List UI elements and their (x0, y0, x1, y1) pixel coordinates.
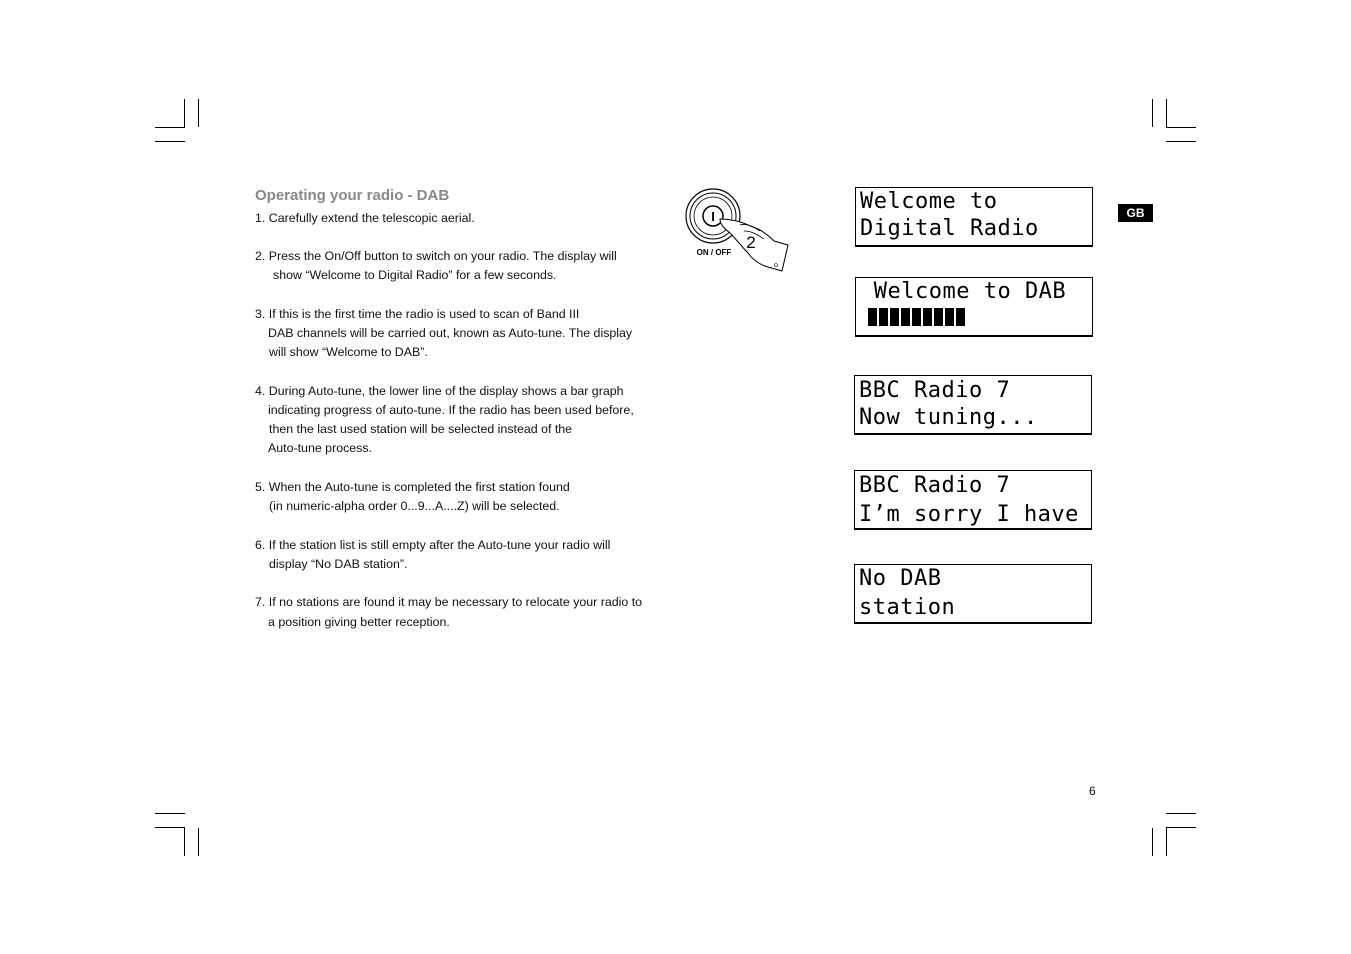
language-badge: GB (1118, 204, 1153, 222)
power-symbol: I (711, 209, 715, 224)
step-line: 6. If the station list is still empty after the Auto-tune your radio will (255, 538, 611, 552)
progress-bar-segment (879, 308, 888, 326)
step-line: display “No DAB station”. (269, 557, 408, 571)
lcd-display-no-dab (854, 564, 1092, 624)
step-line: (in numeric-alpha order 0...9...A....Z) will be selected. (269, 499, 560, 513)
step-line: then the last used station will be selected instead of the (269, 422, 573, 436)
section-heading: Operating your radio - DAB (255, 187, 450, 204)
step-line: will show “Welcome to DAB”. (269, 345, 428, 359)
progress-bar-segment (868, 308, 877, 326)
lcd-display-autotune (855, 277, 1093, 337)
step-line: a position giving better reception. (268, 615, 450, 629)
lcd-line-2: I’m sorry I have (859, 502, 1079, 527)
power-button-press-icon (680, 183, 800, 275)
lcd-line-1: Welcome to (860, 189, 998, 214)
step-line: indicating progress of auto-tune. If the radio has been used before, (268, 403, 634, 417)
step-line: 2. Press the On/Off button to switch on your radio. The display will (255, 249, 617, 263)
progress-bar-segment (901, 308, 910, 326)
step-line: 1. Carefully extend the telescopic aerial. (255, 211, 475, 225)
step-line: Auto-tune process. (268, 441, 373, 455)
lcd-line-2: Now tuning... (859, 405, 1038, 430)
step-line: 5. When the Auto-tune is completed the first station found (255, 480, 570, 494)
page-number: 6 (1089, 784, 1096, 798)
step-line: 7. If no stations are found it may be necessary to relocate your radio to (255, 595, 643, 609)
step-number: 2 (746, 233, 756, 252)
progress-bar-graph (868, 308, 965, 327)
lcd-line-2: station (859, 595, 956, 620)
progress-bar-segment (934, 308, 943, 326)
lcd-line-2: Digital Radio (860, 216, 1039, 241)
lcd-display-sorry (854, 470, 1092, 530)
step-line: 3. If this is the first time the radio is used to scan of Band III (255, 307, 580, 321)
step-line: 4. During Auto-tune, the lower line of the display shows a bar graph (255, 384, 624, 398)
lcd-display-welcome (855, 187, 1093, 247)
progress-bar-segment (923, 308, 932, 326)
step-line: show “Welcome to Digital Radio” for a few seconds. (273, 268, 557, 282)
on-off-label: ON / OFF (696, 248, 732, 257)
lcd-line-1: No DAB (859, 566, 942, 591)
step-line: DAB channels will be carried out, known as Auto-tune. The display (268, 326, 633, 340)
lcd-line-1: BBC Radio 7 (859, 473, 1011, 498)
progress-bar-segment (912, 308, 921, 326)
lcd-line-1: BBC Radio 7 (859, 378, 1011, 403)
progress-bar-segment (956, 308, 965, 326)
progress-bar-segment (945, 308, 954, 326)
lcd-line-1: Welcome to DAB (860, 279, 1067, 304)
lcd-display-now-tuning (854, 375, 1092, 435)
progress-bar-segment (890, 308, 899, 326)
